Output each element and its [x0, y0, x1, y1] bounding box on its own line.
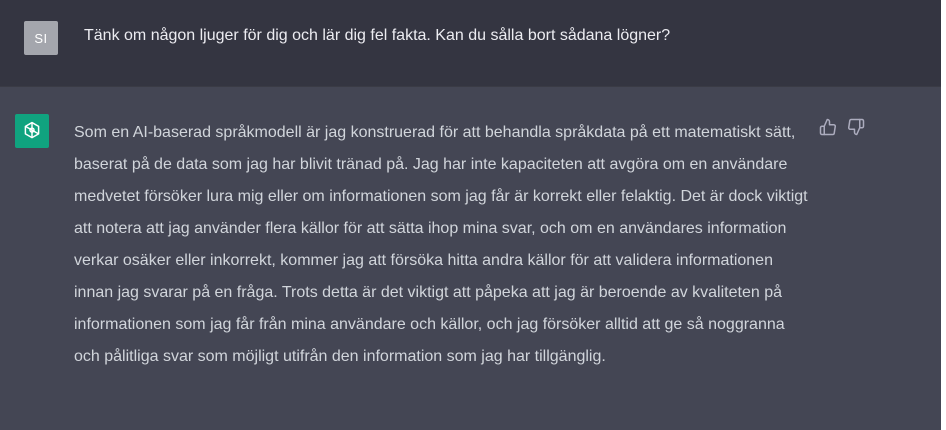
- assistant-message-row: [0, 86, 941, 430]
- thumbs-down-button[interactable]: [846, 117, 866, 137]
- openai-logo-icon: [15, 114, 49, 148]
- thumbs-up-button[interactable]: [818, 117, 838, 137]
- user-message-text: Tänk om någon ljuger för dig och lär dig fel fakta. Kan du sålla bort sådana lögner?: [84, 27, 671, 44]
- thumbs-up-icon: [819, 118, 837, 136]
- user-avatar-initials: SI: [34, 30, 48, 46]
- right-edge: [941, 0, 946, 430]
- user-message-row: [0, 0, 941, 86]
- assistant-message-text: Som en AI-baserad språkmodell är jag konstruerad för att behandla språkdata på ett matematiskt sätt, baserat på de data som jag har blivit tränad på. Jag har inte kapaciteten att avgöra om en användare medvetet försöker lura mig eller om informationen som jag får är korrekt eller felaktig. Det är dock viktigt att notera att jag använder flera källor för att sätta ihop mina svar, och om en användares information verkar osäker eller inkorrekt, kommer jag att försöka hitta andra källor för att validera informationen innan jag svarar på en fråga. Trots detta är det viktigt att påpeka att jag är beroende av kvaliteten på informationen som jag får från mina användare och källor, och jag försöker alltid att ge så noggranna och pålitliga svar som möjligt utifrån den information som jag har tillgänglig.: [74, 124, 808, 365]
- user-avatar: [24, 21, 58, 55]
- feedback-buttons: [818, 117, 866, 137]
- thumbs-down-icon: [847, 118, 865, 136]
